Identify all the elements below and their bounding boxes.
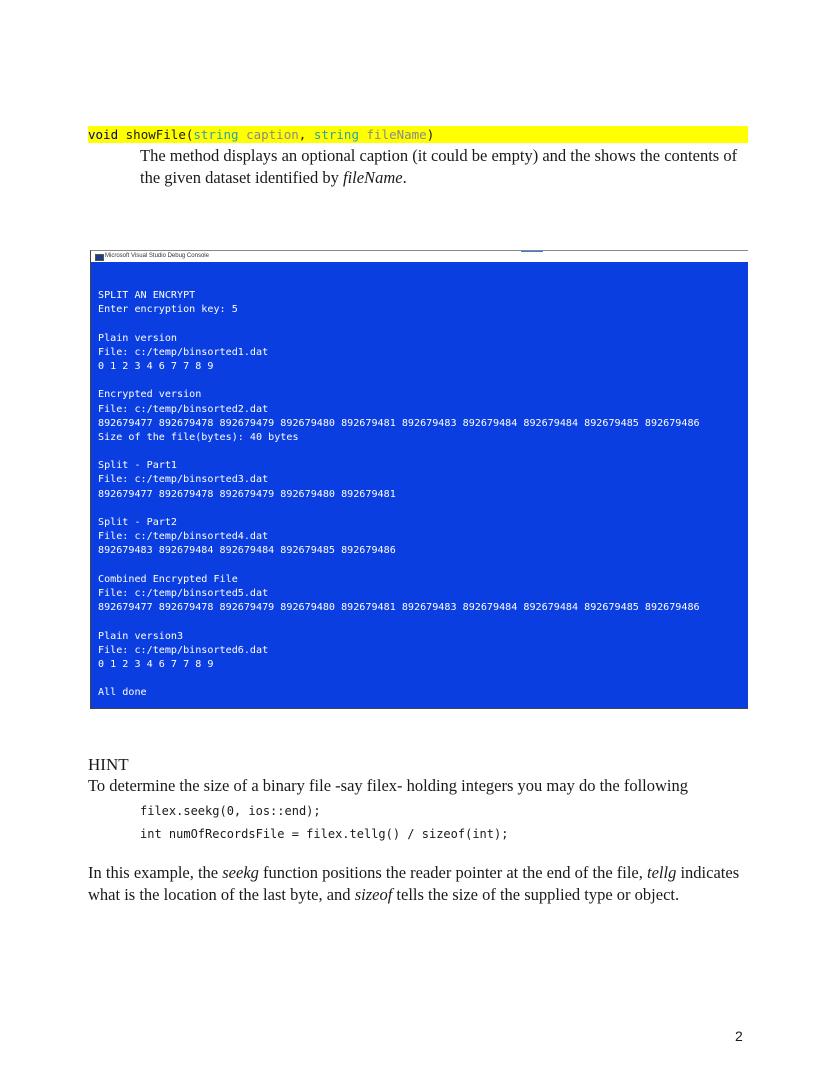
console-line: Plain version3 [98, 630, 184, 642]
console-line: File: c:/temp/binsorted4.dat [98, 531, 269, 543]
code-line-seekg: filex.seekg(0, ios::end); [140, 804, 321, 818]
explanation-paragraph: In this example, the seekg function positions the reader pointer at the end of the file, tellg indicates what is the location of the last byte, and sizeof tells the size of the supplied type or object. [88, 863, 740, 904]
console-line: File: c:/temp/binsorted1.dat [98, 346, 269, 358]
console-line: Split - Part1 [98, 460, 178, 472]
console-app-icon [95, 254, 104, 261]
sizeof-term: sizeof [354, 885, 393, 904]
console-titlebar[interactable] [91, 251, 748, 262]
console-line [98, 615, 748, 629]
param-type-2: string [313, 127, 359, 142]
console-line: 892679483 892679484 892679484 892679485 892679486 [98, 545, 396, 557]
console-line: 892679477 892679478 892679479 892679480 892679481 [98, 488, 396, 500]
console-line: Plain version [98, 332, 178, 344]
console-line: Size of the file(bytes): 40 bytes [98, 431, 299, 443]
param-comma: , [298, 127, 307, 142]
console-line: 892679477 892679478 892679479 892679480 892679481 892679483 892679484 892679484 892679485 892679486 [98, 602, 700, 614]
tellg-term: tellg [647, 863, 677, 882]
console-line: Encrypted version [98, 389, 202, 401]
window-accent-bar [521, 250, 543, 252]
console-line: File: c:/temp/binsorted2.dat [98, 403, 269, 415]
console-line: File: c:/temp/binsorted6.dat [98, 644, 269, 656]
filename-emphasis: fileName [342, 168, 403, 187]
console-line: File: c:/temp/binsorted5.dat [98, 587, 269, 599]
console-line [98, 317, 748, 331]
console-line [98, 502, 748, 516]
param-type-1: string [193, 127, 239, 142]
hint-text: To determine the size of a binary file -say filex- holding integers you may do the following [88, 776, 689, 795]
page-number: 2 [735, 1028, 743, 1044]
console-line [98, 672, 748, 686]
console-line: File: c:/temp/binsorted3.dat [98, 474, 269, 486]
method-description: The method displays an optional caption (it could be empty) and the shows the contents of the given dataset identified by fileName. [140, 146, 738, 187]
console-line: Split - Part2 [98, 517, 178, 528]
console-title: Microsoft Visual Studio Debug Console [105, 253, 209, 259]
param-name-1: caption [246, 127, 299, 142]
code-line-tellg: int numOfRecordsFile = filex.tellg() / sizeof(int); [140, 827, 509, 841]
console-window [90, 250, 748, 709]
method-name: showFile( [125, 127, 194, 142]
console-line: All done [98, 687, 147, 699]
console-line [98, 445, 748, 459]
keyword-void: void [88, 127, 119, 142]
console-line: SPLIT AN ENCRYPT [98, 290, 196, 301]
method-signature [88, 126, 748, 143]
console-line [98, 374, 748, 388]
console-output[interactable] [91, 262, 748, 709]
hint-heading: HINT [88, 755, 129, 774]
console-line: 0 1 2 3 4 6 7 7 8 9 [98, 360, 214, 372]
console-line: Enter encryption key: 5 [98, 304, 238, 316]
console-line [98, 559, 748, 573]
console-line: Combined Encrypted File [98, 573, 238, 585]
param-close: ) [426, 127, 435, 142]
seekg-term: seekg [222, 863, 259, 882]
console-line: 0 1 2 3 4 6 7 7 8 9 [98, 658, 214, 670]
param-name-2: fileName [366, 127, 427, 142]
console-line: 892679477 892679478 892679479 892679480 892679481 892679483 892679484 892679484 892679485 892679486 [98, 417, 700, 429]
